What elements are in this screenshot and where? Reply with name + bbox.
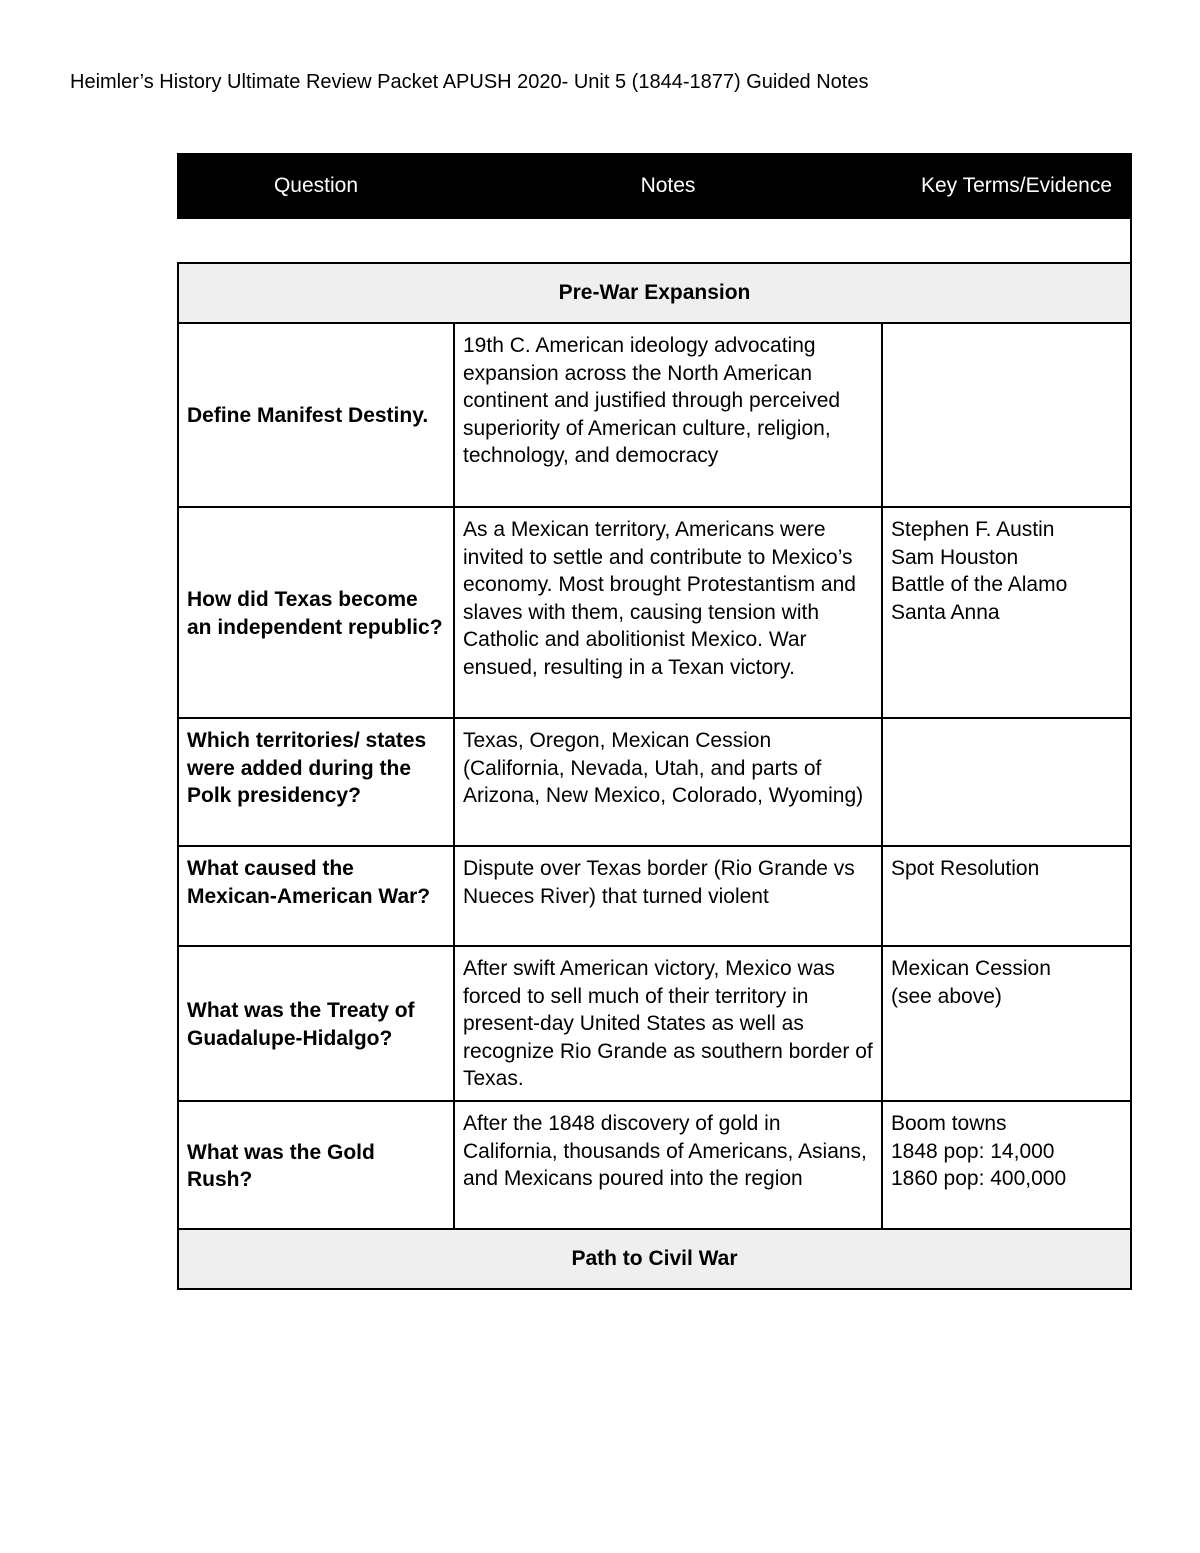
key-term: Boom towns [891, 1112, 1007, 1135]
key-terms-cell [882, 846, 1131, 946]
key-term: Battle of the Alamo [891, 573, 1068, 596]
key-term: Santa Anna [891, 600, 1000, 624]
column-header-notes: Notes [454, 154, 882, 218]
spacer-row [178, 218, 1131, 263]
column-header-question: Question [178, 154, 454, 218]
section-title-path-to-civil-war: Path to Civil War [178, 1229, 1131, 1289]
key-term: Mexican Cession [891, 957, 1051, 980]
key-term: (see above) [891, 984, 1002, 1008]
section-header-row [178, 1229, 1131, 1289]
key-terms-cell [882, 507, 1131, 718]
key-term: Spot Resolution [891, 857, 1040, 880]
key-terms-cell [882, 718, 1131, 846]
question-cell: What caused the Mexican-American War? [178, 846, 454, 946]
table-row [178, 718, 1131, 846]
key-terms-cell [882, 1101, 1131, 1229]
key-term: Stephen F. Austin [891, 518, 1055, 541]
question-cell: Define Manifest Destiny. [178, 323, 454, 507]
guided-notes-table [177, 153, 1132, 1290]
question-cell: Which territories/ states were added during the Polk presidency? [178, 718, 454, 846]
notes-cell: Texas, Oregon, Mexican Cession (California, Nevada, Utah, and parts of Arizona, New Mexico, Colorado, Wyoming) [454, 718, 882, 846]
table-row [178, 946, 1131, 1101]
notes-cell: After swift American victory, Mexico was forced to sell much of their territory in present-day United States as well as recognize Rio Grande as southern border of Texas. [454, 946, 882, 1101]
key-term: 1860 pop: 400,000 [891, 1167, 1067, 1190]
question-cell: How did Texas become an independent republic? [178, 507, 454, 718]
notes-cell: After the 1848 discovery of gold in California, thousands of Americans, Asians, and Mexicans poured into the region [454, 1101, 882, 1229]
page-title: Heimler’s History Ultimate Review Packet APUSH 2020- Unit 5 (1844-1877) Guided Notes [70, 71, 869, 93]
table-row [178, 323, 1131, 507]
table-header-row [178, 154, 1131, 218]
notes-cell: Dispute over Texas border (Rio Grande vs Nueces River) that turned violent [454, 846, 882, 946]
column-header-key-terms: Key Terms/Evidence [882, 154, 1131, 218]
key-term: 1848 pop: 14,000 [891, 1139, 1055, 1163]
key-term: Sam Houston [891, 545, 1019, 569]
question-cell: What was the Gold Rush? [178, 1101, 454, 1229]
notes-cell: 19th C. American ideology advocating expansion across the North American continent and justified through perceived superiority of American culture, religion, technology, and democracy [454, 323, 882, 507]
notes-cell: As a Mexican territory, Americans were invited to settle and contribute to Mexico’s economy. Most brought Protestantism and slaves with them, causing tension with Catholic and abolitionist Mexico. War ensued, resulting in a Texan victory. [454, 507, 882, 718]
section-header-row [178, 263, 1131, 323]
table-row [178, 1101, 1131, 1229]
section-title-pre-war-expansion: Pre-War Expansion [178, 263, 1131, 323]
key-terms-cell [882, 946, 1131, 1101]
key-terms-cell [882, 323, 1131, 507]
table-row [178, 507, 1131, 718]
table-row [178, 846, 1131, 946]
question-cell: What was the Treaty of Guadalupe-Hidalgo? [178, 946, 454, 1101]
